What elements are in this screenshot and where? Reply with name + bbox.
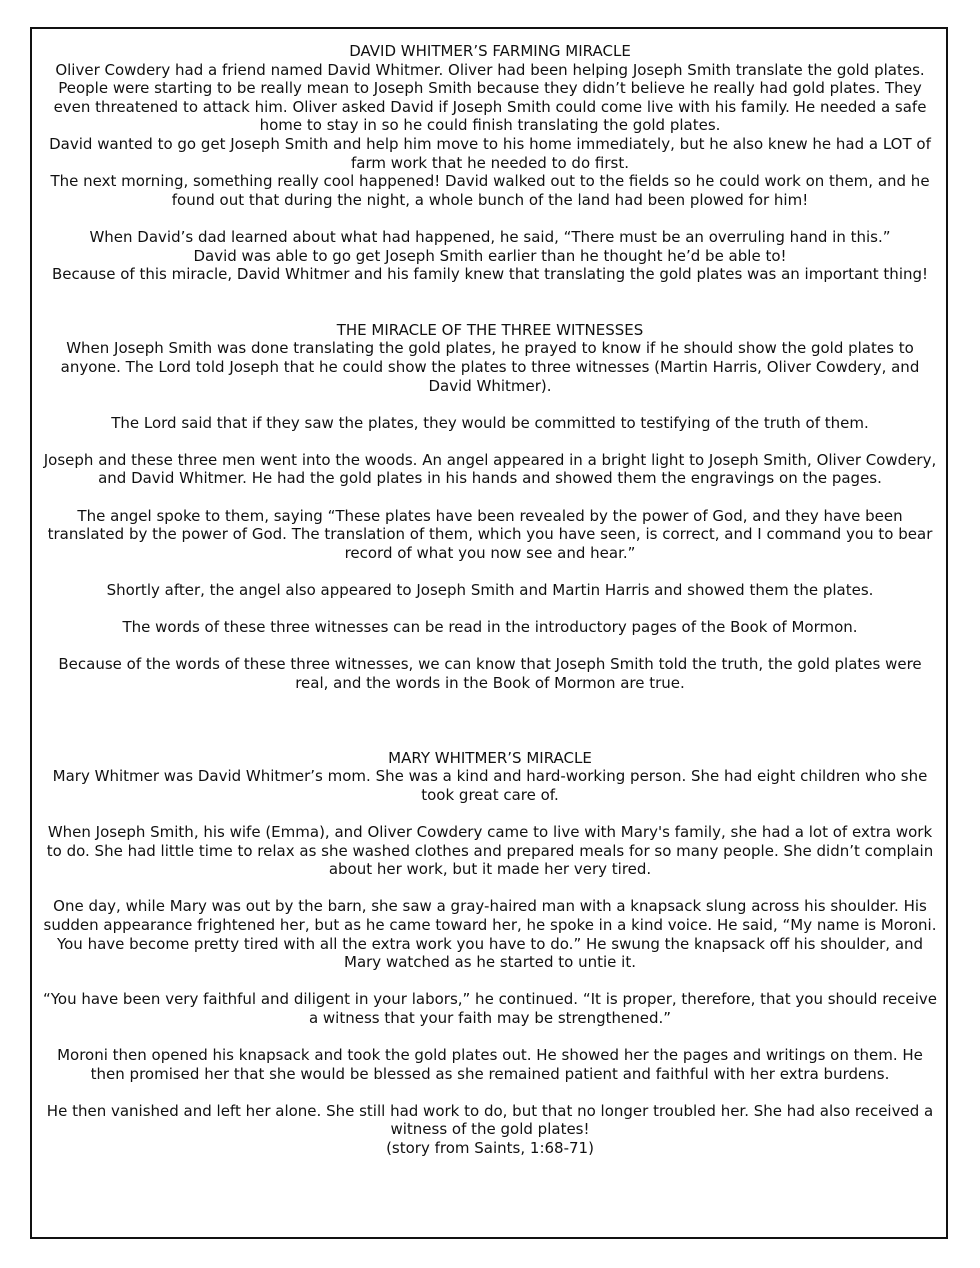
paragraph: One day, while Mary was out by the barn, she saw a gray-haired man with a knapsack slung across his shoulder. His sudden appearance frightened her, but as he came toward her, he spoke in a kind voice. He said, “My name is Moroni. You have become pretty tired with all the extra work you have to do.” He swung the knapsack off his shoulder, and Mary watched as he started to untie it. xyxy=(43,897,937,972)
section-title: THE MIRACLE OF THE THREE WITNESSES xyxy=(336,320,644,339)
paragraph: When Joseph Smith, his wife (Emma), and Oliver Cowdery came to live with Mary's family, she had a lot of extra work to do. She had little time to relax as she washed clothes and prepared meals for so many people. She didn’t complain about her work, but it made her very tired. xyxy=(46,822,934,879)
paragraph: When David’s dad learned about what had happened, he said, “There must be an overruling hand in this.” xyxy=(89,227,891,246)
paragraph: Because of the words of these three witnesses, we can know that Joseph Smith told the truth, the gold plates were real, and the words in the Book of Mormon are true. xyxy=(58,655,922,692)
section-title: DAVID WHITMER’S FARMING MIRACLE xyxy=(349,42,631,60)
paragraph: The words of these three witnesses can be read in the introductory pages of the Book of Mormon. xyxy=(122,618,858,637)
paragraph: The angel spoke to them, saying “These plates have been revealed by the power of God, and they have been translated by the power of God. The translation of them, which you have seen, is correct, and I command you to bear record of what you now see and hear.” xyxy=(47,506,933,562)
section-farming-miracle xyxy=(42,42,938,284)
section-mary-whitmer-miracle xyxy=(42,749,938,1158)
section-three-witnesses xyxy=(42,321,938,693)
paragraph: The next morning, something really cool happened! David walked out to the fields so he could work on them, and he found out that during the night, a whole bunch of the land had been plowed for him! xyxy=(50,172,930,209)
source-citation: (story from Saints, 1:68-71) xyxy=(386,1139,594,1158)
paragraph: Oliver Cowdery had a friend named David Whitmer. Oliver had been helping Joseph Smith translate the gold plates. People were starting to be really mean to Joseph Smith because they didn’t believe he really had gold plates. They even threatened to attack him. Oliver asked David if Joseph Smith could come live with his family. He needed a safe home to stay in so he could finish translating the gold plates. xyxy=(53,60,927,135)
paragraph: Moroni then opened his knapsack and took the gold plates out. He showed her the pages and writings on them. He then promised her that she would be blessed as she remained patient and faithful with her extra burdens. xyxy=(57,1046,923,1083)
paragraph: He then vanished and left her alone. She still had work to do, but that no longer troubled her. She had also received a witness of the gold plates! xyxy=(46,1101,934,1139)
paragraph: Because of this miracle, David Whitmer and his family knew that translating the gold plates was an important thing! xyxy=(51,265,929,284)
paragraph: Shortly after, the angel also appeared to Joseph Smith and Martin Harris and showed them the plates. xyxy=(106,581,874,600)
paragraph: When Joseph Smith was done translating the gold plates, he prayed to know if he should show the gold plates to anyone. The Lord told Joseph that he could show the plates to three witnesses (Martin Harris, Oliver Cowdery, and David Whitmer). xyxy=(60,339,920,395)
section-title: MARY WHITMER’S MIRACLE xyxy=(388,748,592,767)
paragraph: David wanted to go get Joseph Smith and help him move to his home immediately, but he also knew he had a LOT of farm work that he needed to do first. xyxy=(49,134,931,172)
paragraph: Mary Whitmer was David Whitmer’s mom. She was a kind and hard-working person. She had eight children who she took great care of. xyxy=(52,767,928,804)
paragraph: “You have been very faithful and diligent in your labors,” he continued. “It is proper, therefore, that you should receive a witness that your faith may be strengthened.” xyxy=(42,990,938,1027)
document-body xyxy=(42,42,938,1158)
paragraph: David was able to go get Joseph Smith earlier than he thought he’d be able to! xyxy=(193,246,787,265)
paragraph: Joseph and these three men went into the woods. An angel appeared in a bright light to Joseph Smith, Oliver Cowdery, and David Whitmer. He had the gold plates in his hands and showed them the engravings on the pages. xyxy=(43,450,937,488)
paragraph: The Lord said that if they saw the plates, they would be committed to testifying of the truth of them. xyxy=(111,413,869,432)
